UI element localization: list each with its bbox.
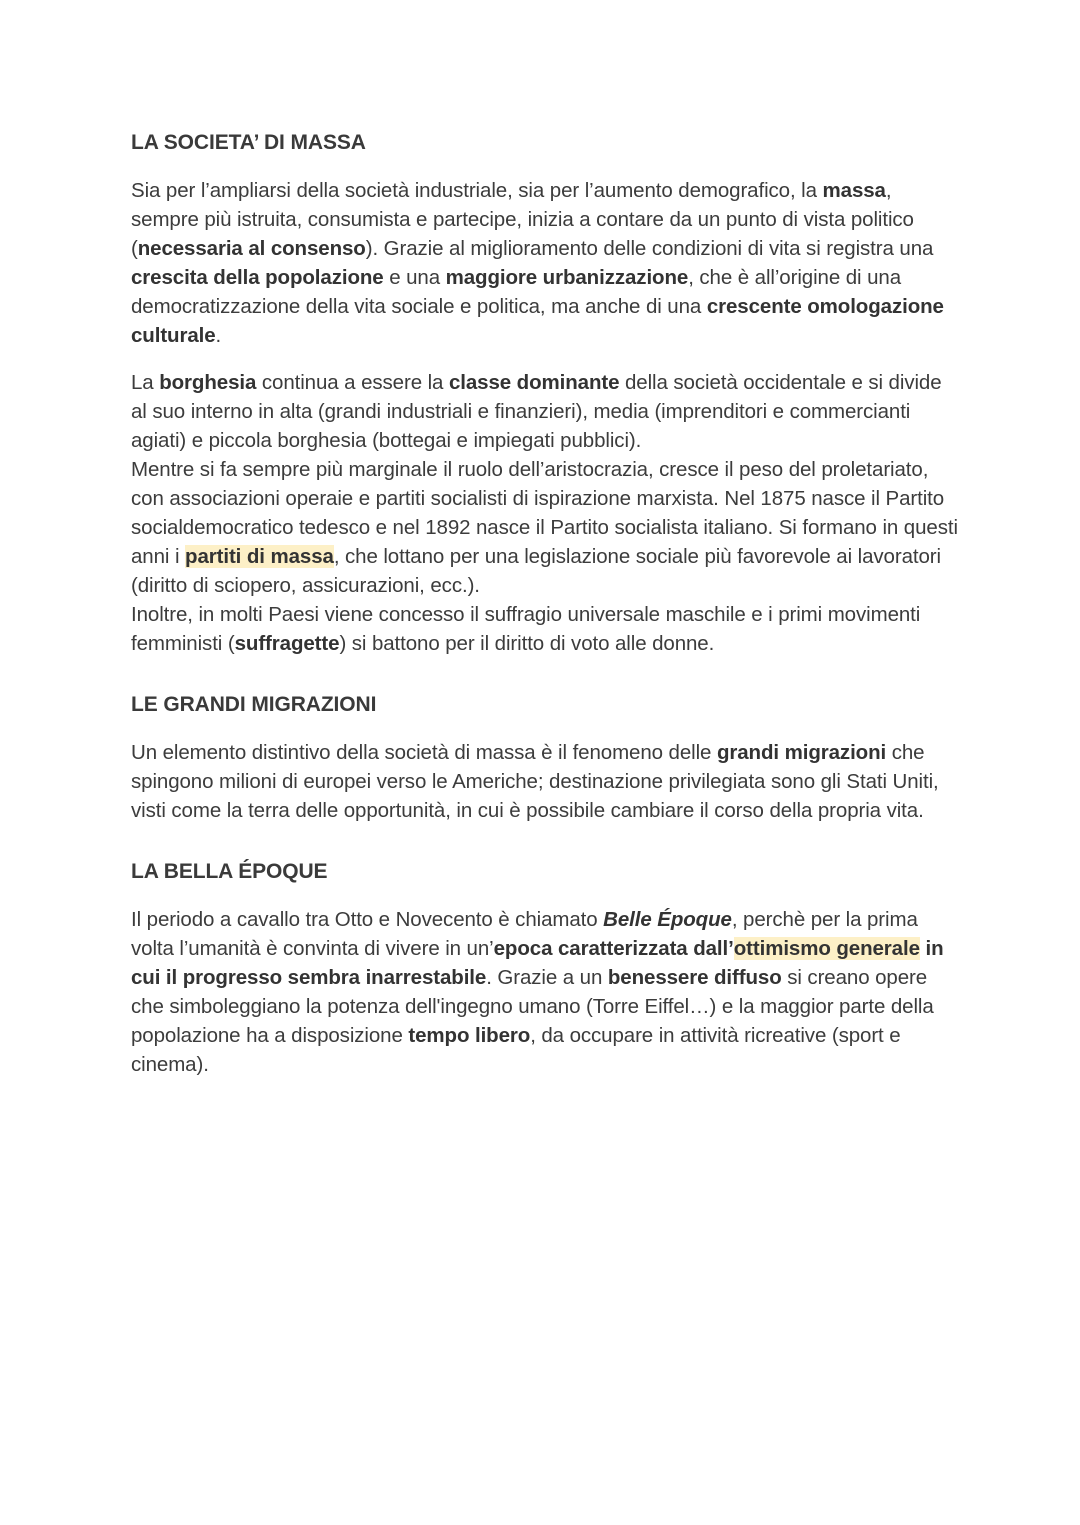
text-run: ). Grazie al miglioramento delle condizioni di vita si registra una [365,237,934,260]
document-page [131,128,961,1097]
bold-term: suffragette [234,632,340,655]
paragraph-suffragio [131,600,961,658]
bold-term: tempo libero [408,1024,531,1047]
text-run: La [131,371,160,394]
bold-term: grandi migrazioni [716,741,887,764]
section-heading-societa-di-massa: LA SOCIETA’ DI MASSA [131,131,366,154]
text-run: della società occidentale e si divide al suo interno in alta (grandi industriali e finanzieri), media (imprenditori e commercianti agiati) e piccola borghesia (bottegai e impiegati pubblici). [131,371,942,452]
text-run: , perchè per la prima volta l’umanità è convinta di vivere in un’ [131,908,918,960]
bold-term: in cui il progresso sembra inarrestabile [131,937,944,989]
paragraph-proletariato [131,455,961,600]
bold-term: massa [822,179,886,202]
text-run: Il periodo a cavallo tra Otto e Novecento è chiamato [131,908,604,931]
paragraph-massa [131,176,961,350]
text-run: , che è all’origine di una democratizzazione della vita sociale e politica, ma anche di una [131,266,901,318]
bold-term: borghesia [159,371,257,394]
bold-term: necessaria al consenso [137,237,366,260]
text-run: continua a essere la [256,371,449,394]
highlighted-term: ottimismo generale [733,937,920,960]
bold-term: epoca caratterizzata dall’ [493,937,734,960]
text-run: , da occupare in attività ricreative (sport e cinema). [131,1024,901,1076]
section-spacer [131,676,961,690]
text-run: , sempre più istruita, consumista e partecipe, inizia a contare da un punto di vista politico ( [131,179,914,260]
text-run: . Grazie a un [486,966,608,989]
text-run: Sia per l’ampliarsi della società industriale, sia per l’aumento demografico, la [131,179,823,202]
text-run: che spingono milioni di europei verso le Americhe; destinazione privilegiata sono gli Stati Uniti, visti come la terra delle opportunità, in cui è possibile cambiare il corso della propria vita. [131,741,939,822]
section-heading-bella-epoque: LA BELLA ÉPOQUE [131,860,328,883]
text-run: . [215,324,222,347]
text-run: ) si battono per il diritto di voto alle donne. [339,632,715,655]
text-run: Un elemento distintivo della società di massa è il fenomeno delle [131,741,717,764]
paragraph-borghesia [131,368,961,455]
bold-italic-term: Belle Époque [603,908,732,931]
text-run: , che lottano per una legislazione sociale più favorevole ai lavoratori (diritto di sciopero, assicurazioni, ecc.). [131,545,941,597]
bold-term: maggiore urbanizzazione [445,266,689,289]
bold-term: crescente omologazione culturale [131,295,944,347]
paragraph-bella-epoque [131,905,961,1079]
bold-term: classe dominante [448,371,620,394]
section-spacer [131,843,961,857]
text-run: Mentre si fa sempre più marginale il ruolo dell’aristocrazia, cresce il peso del proletariato, con associazioni operaie e partiti socialisti di ispirazione marxista. Nel 1875 nasce il Partito socialdemocratico tedesco e nel 1892 nasce il Partito socialista italiano. Si formano in questi anni i [131,458,958,568]
text-run: si creano opere che simboleggiano la potenza dell'ingegno umano (Torre Eiffel…) e la maggior parte della popolazione ha a disposizione [131,966,934,1047]
section-heading-grandi-migrazioni: LE GRANDI MIGRAZIONI [131,693,377,716]
paragraph-migrazioni [131,738,961,825]
highlighted-term: partiti di massa [185,545,334,568]
bold-term: benessere diffuso [607,966,782,989]
text-run: e una [383,266,446,289]
text-run: Inoltre, in molti Paesi viene concesso il suffragio universale maschile e i primi movimenti femministi ( [131,603,921,655]
bold-term: crescita della popolazione [131,266,384,289]
